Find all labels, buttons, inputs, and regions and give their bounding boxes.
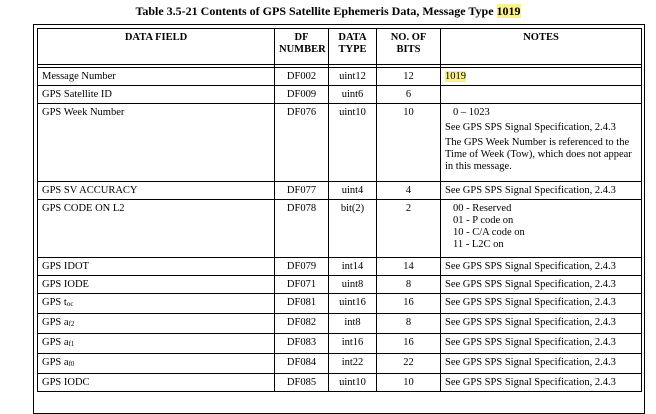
header-no-of-bits: NO. OF BITS [377,29,441,65]
code-item: 11 - L2C on [453,239,504,250]
cell-bits: 6 [377,86,441,104]
ephemeris-table [37,28,642,392]
header-df-number: DF NUMBER [275,29,329,65]
cell-note: See GPS SPS Signal Specification, 2.4.3 [441,182,642,200]
cell-bits: 2 [377,200,441,258]
cell-bits: 4 [377,182,441,200]
header-data-type: DATA TYPE [329,29,377,65]
cell-type: uint10 [329,104,377,182]
cell-df: DF071 [275,276,329,294]
cell-df: DF077 [275,182,329,200]
cell-bits: 8 [377,276,441,294]
cell-field: GPS toc [38,294,275,314]
cell-type: bit(2) [329,200,377,258]
cell-df: DF079 [275,258,329,276]
cell-field: GPS af0 [38,354,275,374]
cell-bits: 16 [377,334,441,354]
cell-type: uint4 [329,182,377,200]
cell-type: uint12 [329,68,377,86]
cell-df: DF081 [275,294,329,314]
table-row [38,86,642,104]
cell-note [441,86,642,104]
cell-note: See GPS SPS Signal Specification, 2.4.3 [441,374,642,392]
cell-field: GPS IODE [38,276,275,294]
table-row [38,200,642,258]
cell-type: int14 [329,258,377,276]
note-spec: See GPS SPS Signal Specification, 2.4.3 [445,122,616,133]
cell-type: uint8 [329,276,377,294]
code-item: 00 - Reserved [453,203,512,214]
header-row [38,29,642,65]
cell-df: DF084 [275,354,329,374]
cell-field: GPS SV ACCURACY [38,182,275,200]
cell-bits: 12 [377,68,441,86]
cell-bits: 16 [377,294,441,314]
cell-note: See GPS SPS Signal Specification, 2.4.3 [441,294,642,314]
cell-df: DF076 [275,104,329,182]
table-row [38,334,642,354]
note-range: 0 – 1023 [453,107,490,118]
cell-note [441,68,642,86]
cell-type: int22 [329,354,377,374]
cell-field: GPS IDOT [38,258,275,276]
cell-field: GPS Week Number [38,104,275,182]
cell-field: GPS Satellite ID [38,86,275,104]
table-row [38,182,642,200]
cell-note: See GPS SPS Signal Specification, 2.4.3 [441,258,642,276]
cell-df: DF078 [275,200,329,258]
cell-df: DF009 [275,86,329,104]
cell-bits: 22 [377,354,441,374]
cell-note: See GPS SPS Signal Specification, 2.4.3 [441,334,642,354]
table-row [38,314,642,334]
cell-note: See GPS SPS Signal Specification, 2.4.3 [441,314,642,334]
cell-df: DF083 [275,334,329,354]
table-row [38,354,642,374]
table-row [38,374,642,392]
cell-note: See GPS SPS Signal Specification, 2.4.3 [441,354,642,374]
cell-field: GPS af1 [38,334,275,354]
table-caption [0,4,656,19]
cell-type: uint10 [329,374,377,392]
cell-type: uint6 [329,86,377,104]
cell-note [441,104,642,182]
table-row [38,258,642,276]
cell-bits: 10 [377,374,441,392]
note-highlight: 1019 [445,71,466,82]
cell-type: int8 [329,314,377,334]
cell-field: GPS CODE ON L2 [38,200,275,258]
cell-bits: 8 [377,314,441,334]
table-row [38,276,642,294]
cell-type: int16 [329,334,377,354]
table-row [38,68,642,86]
cell-field: GPS IODC [38,374,275,392]
note-description: The GPS Week Number is referenced to the Time of Week (Tow), which does not appear in this message. [445,137,632,172]
cell-bits: 10 [377,104,441,182]
cell-note [441,200,642,258]
cell-df: DF085 [275,374,329,392]
cell-bits: 14 [377,258,441,276]
caption-text: Table 3.5-21 Contents of GPS Satellite Ephemeris Data, Message Type [135,4,497,18]
caption-highlight: 1019 [496,4,521,18]
table-row [38,104,642,182]
table-row [38,294,642,314]
cell-type: uint16 [329,294,377,314]
header-notes: NOTES [441,29,642,65]
cell-field: Message Number [38,68,275,86]
header-data-field: DATA FIELD [38,29,275,65]
cell-df: DF082 [275,314,329,334]
cell-field: GPS af2 [38,314,275,334]
code-item: 01 - P code on [453,215,514,226]
cell-note: See GPS SPS Signal Specification, 2.4.3 [441,276,642,294]
cell-df: DF002 [275,68,329,86]
code-item: 10 - C/A code on [453,227,525,238]
